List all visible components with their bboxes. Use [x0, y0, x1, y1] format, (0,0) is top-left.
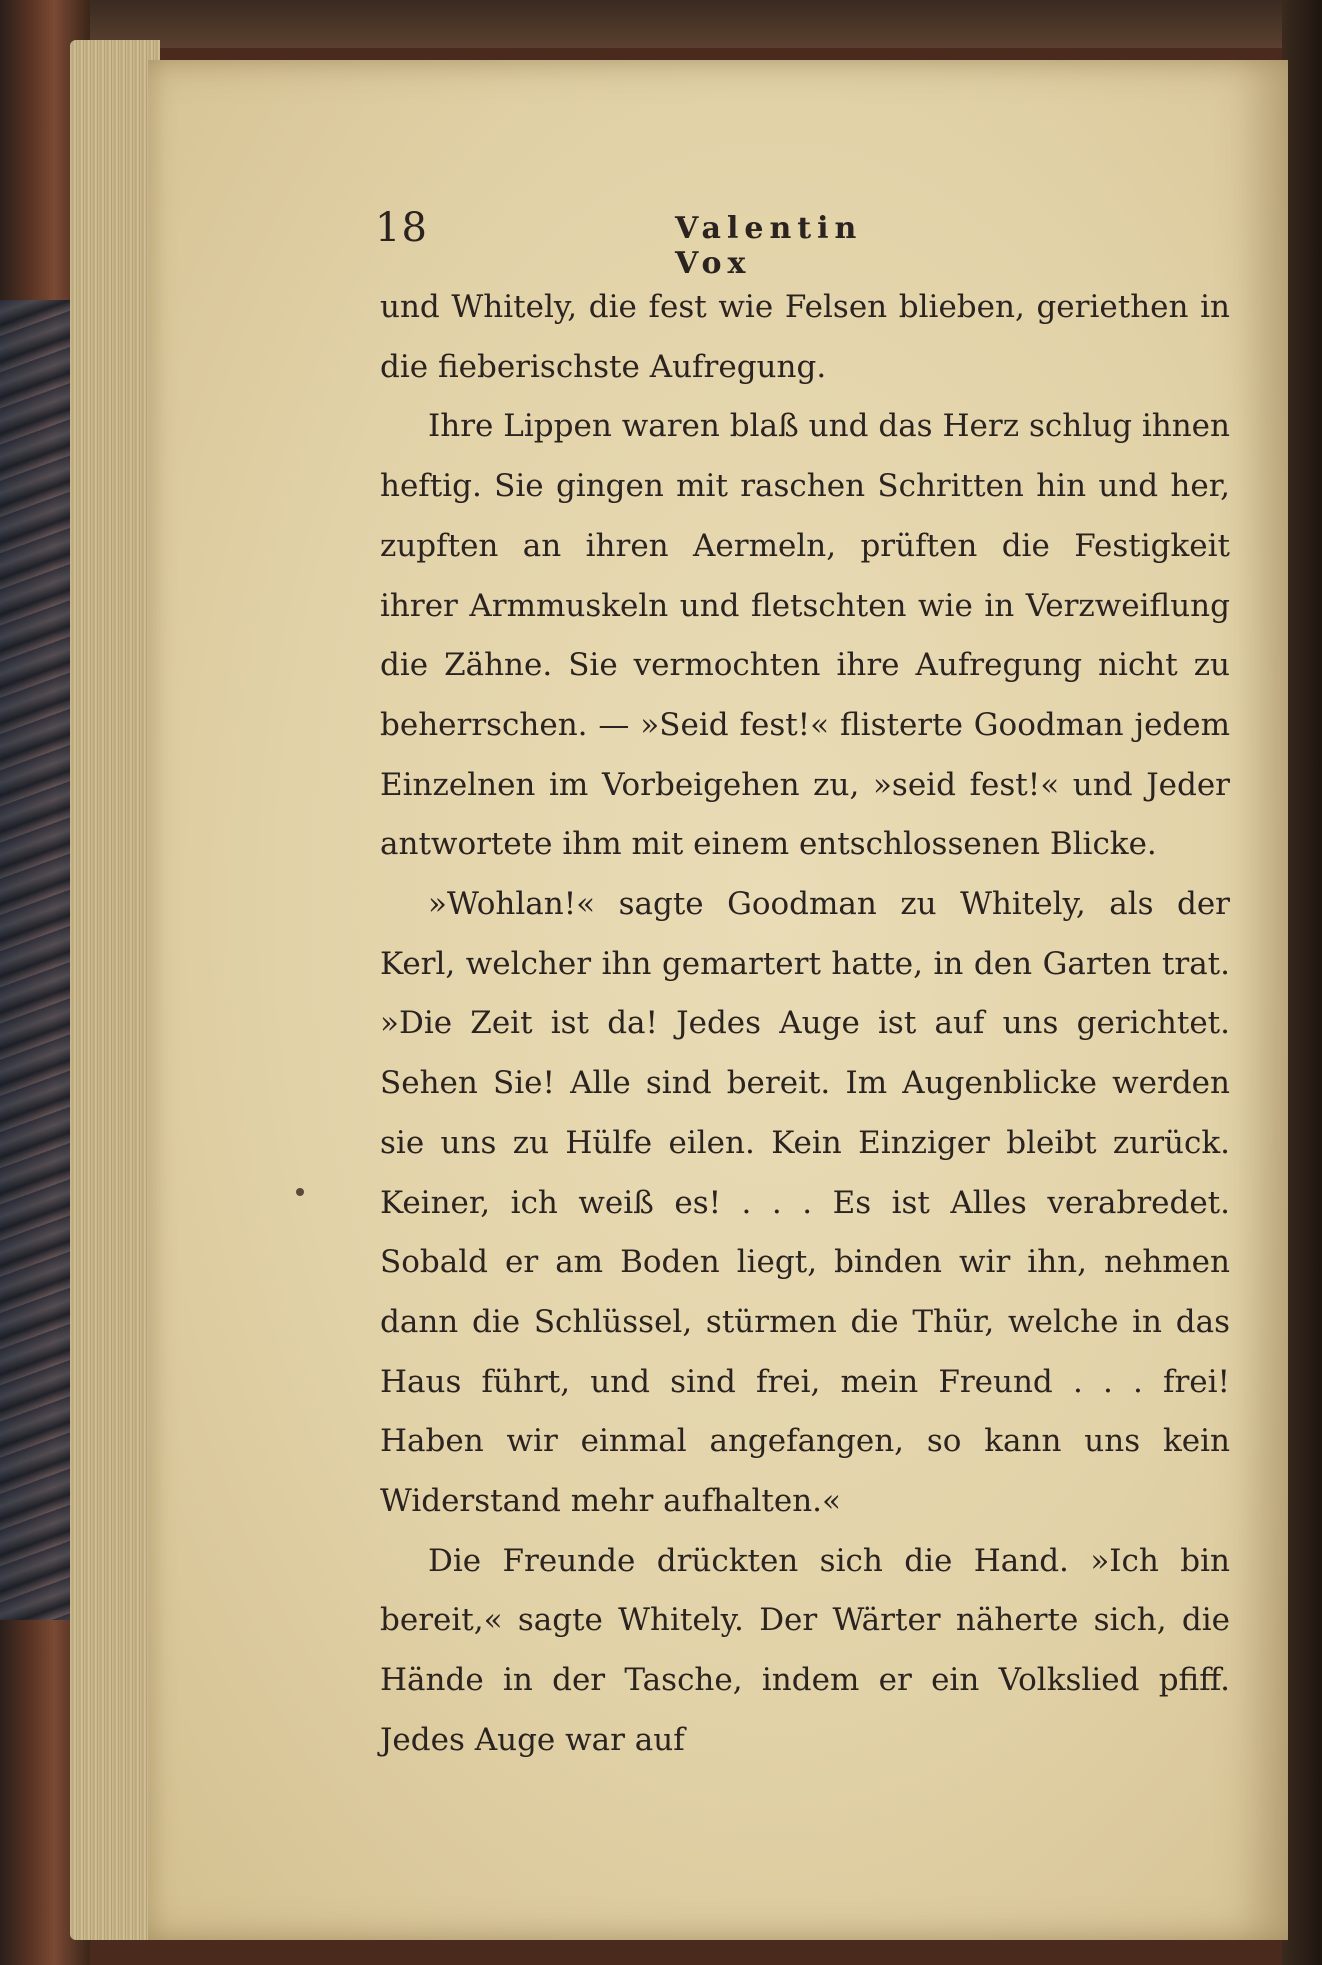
body-text	[380, 278, 1230, 1771]
marbled-cover-paper	[0, 300, 70, 1620]
running-title: Valentin Vox	[675, 211, 863, 281]
paragraph-2: Ihre Lippen waren blaß und das Herz schlug ihnen heftig. Sie gingen mit raschen Schritten hin und her, zupften an ihren Aermeln, prüften die Festigkeit ihrer Armmuskeln und fletschten wie in Verzweiflung die Zähne. Sie vermochten ihre Aufregung nicht zu beherrschen. — »Seid fest!« flisterte Goodman jedem Einzelnen im Vorbeigehen zu, »seid fest!« und Jeder antwortete ihm mit einem entschlossenen Blicke.	[380, 408, 1230, 863]
paragraph-4: Die Freunde drückten sich die Hand. »Ich bin bereit,« sagte Whitely. Der Wärter näherte sich, die Hände in der Tasche, indem er ein Volkslied pfiff. Jedes Auge war auf	[380, 1542, 1230, 1758]
page-edges	[70, 40, 160, 1940]
page-number: 18	[375, 205, 428, 251]
paragraph-3: »Wohlan!« sagte Goodman zu Whitely, als der Kerl, welcher ihn gemartert hatte, in den Garten trat. »Die Zeit ist da! Jedes Auge ist auf uns gerichtet. Sehen Sie! Alle sind bereit. Im Augenblicke werden sie uns zu Hülfe eilen. Kein Einziger bleibt zurück. Keiner, ich weiß es! . . . Es ist Alles verabredet. Sobald er am Boden liegt, binden wir ihn, nehmen dann die Schlüssel, stürmen die Thür, welche in das Haus führt, und sind frei, mein Freund . . . frei! Haben wir einmal angefangen, so kann uns kein Widerstand mehr aufhalten.«	[380, 886, 1230, 1520]
paragraph-1: und Whitely, die fest wie Felsen blieben, geriethen in die fieberischste Aufregung.	[380, 289, 1230, 385]
paper-speck	[296, 1188, 304, 1196]
right-binding	[1282, 0, 1322, 1965]
page-header	[230, 205, 930, 281]
top-binding-shadow	[0, 0, 1322, 48]
